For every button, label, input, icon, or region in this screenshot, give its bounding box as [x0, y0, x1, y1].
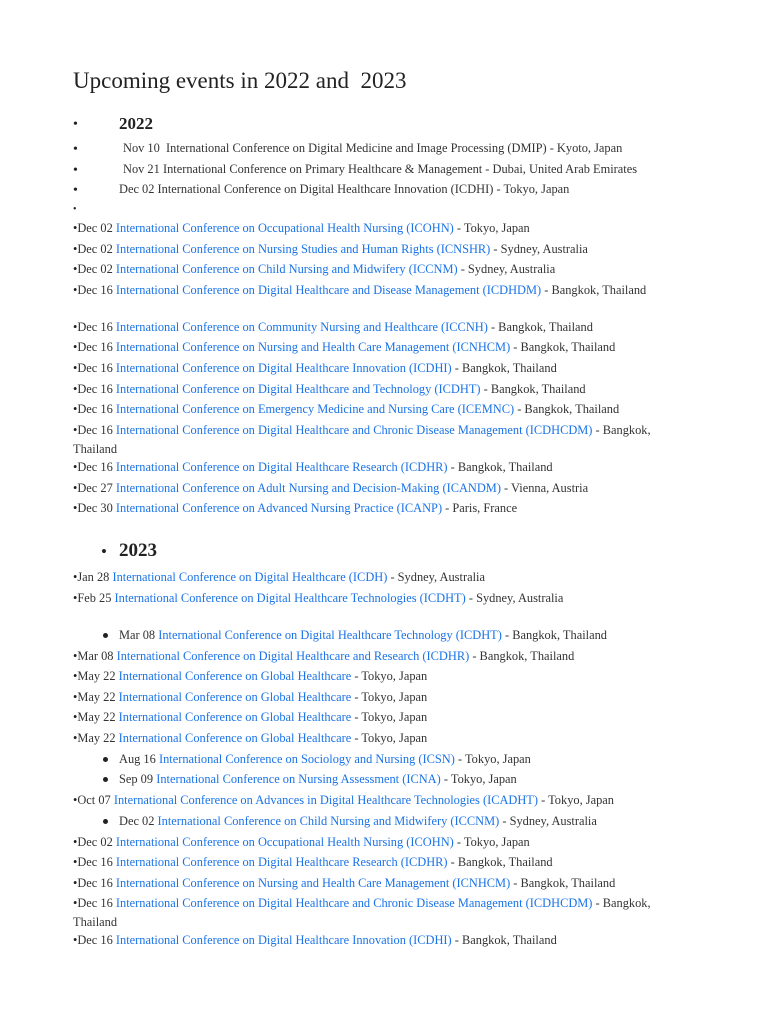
year-heading-2022: 2022 — [119, 114, 153, 133]
event-link[interactable]: International Conference on Digital Healthcare and Disease Management (ICDHDM) — [115, 283, 542, 297]
event-date: Aug 16 — [119, 752, 159, 766]
event-date: Dec 16 — [77, 361, 116, 375]
event-date: Dec 02 — [77, 242, 116, 256]
event-location: - Bangkok, Thailand — [510, 340, 616, 354]
event-date: Dec 16 — [77, 933, 116, 947]
event-item — [119, 812, 597, 831]
bullet: • — [73, 710, 78, 724]
event-item — [73, 260, 555, 279]
event-location: - Tokyo, Japan — [453, 835, 530, 849]
year-heading-2023: 2023 — [119, 540, 157, 561]
bullet: • — [73, 481, 78, 495]
event-link[interactable]: International Conference on Digital Healthcare (ICDH) — [112, 570, 388, 584]
event-location: - Sydney, Australia — [465, 591, 564, 605]
event-item — [73, 667, 427, 686]
event-location: - Bangkok, Thailand — [501, 628, 607, 642]
bullet: • — [73, 855, 78, 869]
bullet: • — [73, 793, 78, 807]
bullet: • — [73, 896, 78, 910]
event-link[interactable]: International Conference on Global Healthcare — [118, 690, 352, 704]
event-item — [73, 281, 663, 300]
event-item — [73, 380, 586, 399]
event-link[interactable]: International Conference on Nursing and Health Care Management (ICNHCM) — [115, 876, 511, 890]
event-link[interactable]: International Conference on Nursing Studies and Human Rights (ICNSHR) — [115, 242, 491, 256]
bullet: • — [73, 933, 78, 947]
bullet: • — [73, 163, 78, 178]
event-item — [73, 791, 614, 810]
event-link[interactable]: International Conference on Digital Healthcare Research (ICDHR) — [115, 855, 448, 869]
event-location: - Tokyo, Japan — [440, 772, 517, 786]
event-location: - Paris, France — [442, 501, 518, 515]
event-location: - Tokyo, Japan — [351, 669, 428, 683]
event-link[interactable]: International Conference on Digital Healthcare and Research (ICDHR) — [116, 649, 470, 663]
event-date: Feb 25 — [77, 591, 115, 605]
event-text: International Conference on Digital Medicine and Image Processing (DMIP) - Kyoto, Japan — [166, 141, 623, 155]
event-link[interactable]: International Conference on Child Nursing and Midwifery (ICCNM) — [157, 814, 500, 828]
event-date: Dec 02 — [77, 835, 116, 849]
event-location: - Bangkok, Thailand — [541, 283, 647, 297]
event-date: Oct 07 — [77, 793, 114, 807]
page-title: Upcoming events in 2022 and 2023 — [73, 68, 407, 93]
bullet-year-2023: • — [101, 542, 107, 561]
event-location: - Tokyo, Japan — [453, 221, 530, 235]
event-item — [73, 894, 663, 932]
event-item — [73, 589, 563, 608]
event-location: - Bangkok, Thailand — [451, 933, 557, 947]
event-location: - Bangkok, Thailand — [447, 855, 553, 869]
event-date: Dec 02 — [77, 221, 116, 235]
event-item — [73, 568, 485, 587]
event-item — [73, 421, 663, 459]
bullet: • — [73, 731, 78, 745]
bullet: • — [73, 361, 78, 375]
event-location: - Bangkok, Thailand — [510, 876, 616, 890]
event-location: - Tokyo, Japan — [351, 731, 428, 745]
event-item — [73, 647, 574, 666]
event-link[interactable]: International Conference on Global Healthcare — [118, 710, 352, 724]
event-location: - Tokyo, Japan — [351, 710, 428, 724]
bullet: • — [73, 501, 78, 515]
event-date: May 22 — [77, 690, 119, 704]
event-date: Dec 27 — [77, 481, 116, 495]
event-date: Dec 16 — [77, 283, 116, 297]
event-link[interactable]: International Conference on Community Nursing and Healthcare (ICCNH) — [115, 320, 488, 334]
event-location: - Sydney, Australia — [387, 570, 485, 584]
event-location: - Sydney, Australia — [457, 262, 556, 276]
event-location: - Bangkok, Thailand — [73, 896, 651, 929]
bullet: • — [73, 423, 78, 437]
event-link[interactable]: International Conference on Sociology and Nursing (ICSN) — [158, 752, 455, 766]
event-date: Dec 16 — [77, 896, 116, 910]
event-item — [73, 853, 553, 872]
bullet-year-2022: • — [73, 117, 78, 132]
event-date: Dec 16 — [77, 423, 116, 437]
event-date: Dec 16 — [77, 340, 116, 354]
bullet: • — [73, 669, 78, 683]
event-item — [119, 770, 517, 789]
event-location: - Tokyo, Japan — [351, 690, 428, 704]
event-link[interactable]: International Conference on Nursing and Health Care Management (ICNHCM) — [115, 340, 511, 354]
event-date: Dec 16 — [77, 855, 116, 869]
event-item — [119, 180, 569, 199]
event-date: Sep 09 — [119, 772, 157, 786]
event-item — [123, 160, 637, 179]
event-date: Dec 16 — [77, 320, 116, 334]
bullet-dot — [103, 633, 108, 638]
event-link[interactable]: International Conference on Digital Healthcare and Technology (ICDHT) — [115, 382, 481, 396]
event-item — [73, 479, 588, 498]
event-link[interactable]: International Conference on Global Healthcare — [118, 731, 352, 745]
event-location: - Bangkok, Thailand — [480, 382, 586, 396]
bullet: • — [73, 262, 78, 276]
event-link[interactable]: International Conference on Digital Healthcare Innovation (ICDHI) — [115, 361, 452, 375]
bullet: • — [73, 402, 78, 416]
event-item — [73, 400, 619, 419]
event-location: - Bangkok, Thailand — [73, 423, 651, 456]
event-link[interactable]: International Conference on Adult Nursing and Decision-Making (ICANDM) — [115, 481, 501, 495]
event-date: Nov 21 — [123, 162, 160, 176]
event-location: - Sydney, Australia — [499, 814, 597, 828]
event-link[interactable]: International Conference on Digital Healthcare Technology (ICDHT) — [158, 628, 502, 642]
event-link[interactable]: International Conference on Digital Healthcare Innovation (ICDHI) — [115, 933, 452, 947]
event-item — [73, 458, 553, 477]
event-item — [73, 729, 427, 748]
event-item — [73, 219, 530, 238]
event-location: - Bangkok, Thailand — [469, 649, 575, 663]
event-item — [73, 499, 517, 518]
bullet: • — [73, 142, 78, 157]
event-link[interactable]: International Conference on Digital Healthcare and Chronic Disease Management (ICDHCDM) — [115, 423, 593, 437]
event-item — [119, 626, 607, 645]
event-link[interactable]: International Conference on Digital Healthcare Research (ICDHR) — [115, 460, 448, 474]
event-date: Dec 16 — [77, 382, 116, 396]
event-date: Jan 28 — [77, 570, 113, 584]
event-date: Dec 16 — [77, 460, 116, 474]
bullet: • — [73, 460, 78, 474]
bullet: • — [73, 242, 78, 256]
bullet-dot — [103, 777, 108, 782]
event-location: - Bangkok, Thailand — [487, 320, 593, 334]
event-date: Dec 30 — [77, 501, 116, 515]
event-link[interactable]: International Conference on Child Nursing and Midwifery (ICCNM) — [115, 262, 458, 276]
event-location: - Vienna, Austria — [500, 481, 589, 495]
bullet: • — [73, 835, 78, 849]
event-item — [73, 708, 427, 727]
event-link[interactable]: International Conference on Digital Healthcare and Chronic Disease Management (ICDHCDM) — [115, 896, 593, 910]
event-link[interactable]: International Conference on Global Healthcare — [118, 669, 352, 683]
event-date: Dec 16 — [77, 402, 116, 416]
bullet: • — [73, 591, 78, 605]
event-link[interactable]: International Conference on Occupational Health Nursing (ICOHN) — [115, 835, 454, 849]
event-location: - Tokyo, Japan — [454, 752, 531, 766]
event-item — [73, 359, 557, 378]
bullet: • — [73, 876, 78, 890]
bullet: • — [73, 340, 78, 354]
event-link[interactable]: International Conference on Occupational Health Nursing (ICOHN) — [115, 221, 454, 235]
event-date: Nov 10 — [123, 141, 163, 155]
event-item — [73, 931, 557, 950]
bullet-empty: • — [73, 204, 77, 215]
event-link[interactable]: International Conference on Nursing Assessment (ICNA) — [156, 772, 441, 786]
event-date: May 22 — [77, 731, 119, 745]
bullet: • — [73, 320, 78, 334]
event-location: - Tokyo, Japan — [538, 793, 614, 807]
bullet: • — [73, 221, 78, 235]
event-date: Dec 16 — [77, 876, 116, 890]
bullet-dot — [103, 819, 108, 824]
event-text: International Conference on Primary Healthcare & Management - Dubai, United Arab Emirates — [162, 162, 638, 176]
event-location: - Bangkok, Thailand — [447, 460, 553, 474]
event-location: - Sydney, Australia — [490, 242, 588, 256]
event-link[interactable]: International Conference on Digital Healthcare Technologies (ICDHT) — [114, 591, 466, 605]
event-link[interactable]: International Conference on Advances in Digital Healthcare Technologies (ICADHT) — [113, 793, 538, 807]
bullet: • — [73, 283, 78, 297]
event-item — [123, 139, 622, 158]
event-item — [73, 874, 615, 893]
event-item — [73, 688, 427, 707]
event-date: Mar 08 — [77, 649, 117, 663]
event-item — [73, 240, 588, 259]
event-date: May 22 — [77, 710, 119, 724]
event-date: Dec 02 — [77, 262, 116, 276]
event-item — [73, 338, 615, 357]
bullet: • — [73, 649, 78, 663]
event-date: May 22 — [77, 669, 119, 683]
event-item — [73, 833, 530, 852]
bullet: • — [73, 570, 78, 584]
event-text: International Conference on Digital Healthcare Innovation (ICDHI) - Tokyo, Japan — [157, 182, 570, 196]
event-link[interactable]: International Conference on Emergency Medicine and Nursing Care (ICEMNC) — [115, 402, 515, 416]
event-date: Dec 02 — [119, 814, 158, 828]
event-date: Mar 08 — [119, 628, 159, 642]
bullet: • — [73, 183, 78, 198]
bullet-dot — [103, 757, 108, 762]
event-item — [119, 750, 531, 769]
bullet: • — [73, 690, 78, 704]
event-location: - Bangkok, Thailand — [514, 402, 620, 416]
bullet: • — [73, 382, 78, 396]
event-date: Dec 02 — [119, 182, 155, 196]
event-location: - Bangkok, Thailand — [451, 361, 557, 375]
event-item — [73, 318, 593, 337]
event-link[interactable]: International Conference on Advanced Nursing Practice (ICANP) — [115, 501, 443, 515]
